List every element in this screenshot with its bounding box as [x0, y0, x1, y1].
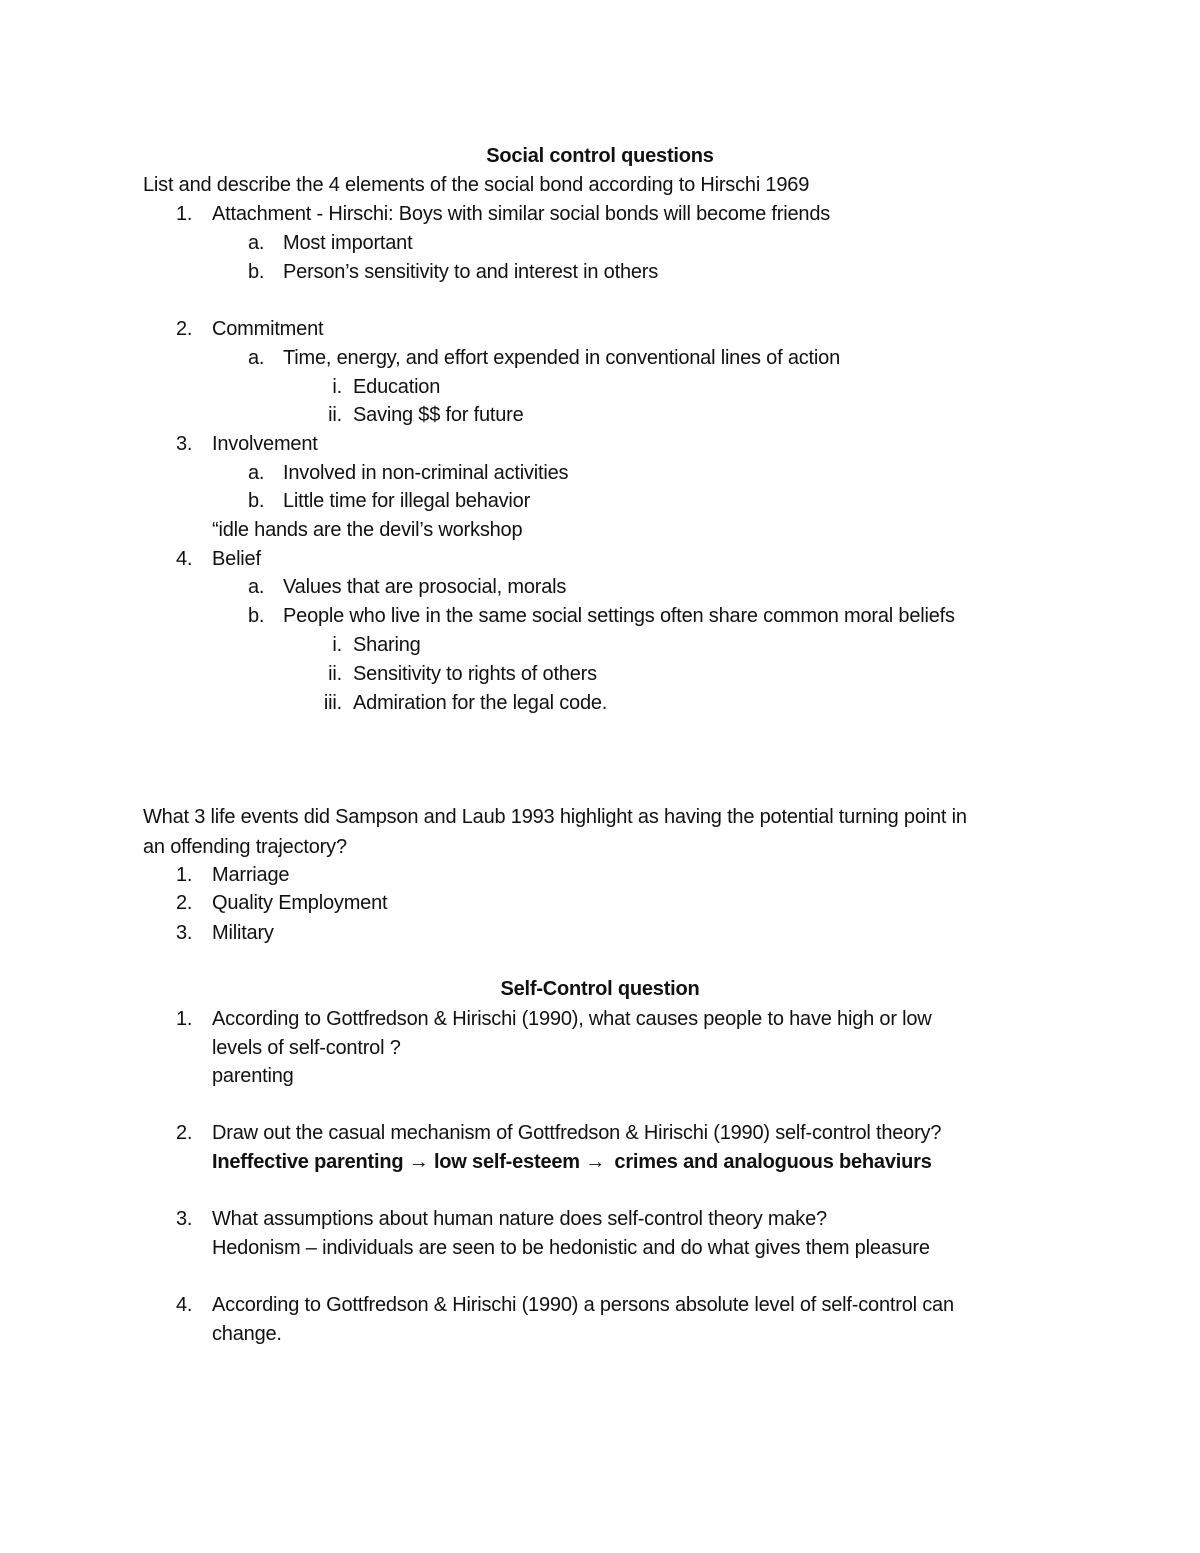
list-subitem: Little time for illegal behavior — [283, 490, 531, 512]
life-event-item: Marriage — [212, 864, 290, 886]
list-item-belief: Belief — [212, 548, 261, 570]
self-control-q1-answer: parenting — [212, 1065, 294, 1087]
list-subsubitem: Saving $$ for future — [353, 404, 524, 426]
list-number: 3. — [176, 433, 193, 455]
list-subitem: Involved in non-criminal activities — [283, 462, 569, 484]
list-number: 2. — [176, 1122, 193, 1144]
self-control-q3-answer: Hedonism – individuals are seen to be hedonistic and do what gives them pleasure — [212, 1237, 930, 1259]
list-number: 1. — [176, 203, 193, 225]
list-subsubitem: Admiration for the legal code. — [353, 692, 608, 714]
list-subitem: Values that are prosocial, morals — [283, 576, 567, 598]
list-marker: iii. — [323, 692, 342, 714]
list-item-involvement: Involvement — [212, 433, 318, 455]
list-marker: a. — [248, 347, 265, 369]
list-marker: b. — [248, 605, 265, 627]
causal-step: Ineffective parenting — [212, 1151, 404, 1173]
list-marker: a. — [248, 462, 265, 484]
list-number: 4. — [176, 1294, 193, 1316]
life-event-item: Military — [212, 922, 274, 944]
list-subsubitem: Sensitivity to rights of others — [353, 663, 597, 685]
list-subitem: Person’s sensitivity to and interest in others — [283, 261, 659, 283]
social-control-title: Social control questions — [486, 145, 714, 167]
list-subitem: People who live in the same social settings often share common moral beliefs — [283, 605, 955, 627]
list-item-commitment: Commitment — [212, 318, 324, 340]
list-subitem: Most important — [283, 232, 413, 254]
list-subsubitem: Education — [353, 376, 441, 398]
idle-hands-quote: “idle hands are the devil’s workshop — [212, 519, 523, 541]
list-marker: b. — [248, 261, 265, 283]
self-control-q4-line1: According to Gottfredson & Hirischi (1990) a persons absolute level of self-control can — [212, 1294, 954, 1316]
self-control-q1-line1: According to Gottfredson & Hirischi (1990), what causes people to have high or low — [212, 1008, 932, 1030]
self-control-title: Self-Control question — [500, 978, 700, 1000]
list-number: 1. — [176, 864, 193, 886]
self-control-q2-line1: Draw out the casual mechanism of Gottfredson & Hirischi (1990) self-control theory? — [212, 1122, 942, 1144]
list-marker: ii. — [328, 404, 342, 426]
list-marker: a. — [248, 232, 265, 254]
list-item-attachment: Attachment - Hirschi: Boys with similar social bonds will become friends — [212, 203, 831, 225]
list-number: 2. — [176, 318, 193, 340]
list-marker: ii. — [328, 663, 342, 685]
causal-chain-answer — [212, 1150, 932, 1174]
self-control-q1-line2: levels of self-control ? — [212, 1037, 401, 1059]
list-marker: i. — [332, 634, 342, 656]
life-events-question-line1: What 3 life events did Sampson and Laub 1993 highlight as having the potential turning point in — [143, 806, 967, 828]
list-subsubitem: Sharing — [353, 634, 421, 656]
list-subitem: Time, energy, and effort expended in conventional lines of action — [283, 347, 840, 369]
list-marker: i. — [332, 376, 342, 398]
list-marker: b. — [248, 490, 265, 512]
list-number: 2. — [176, 892, 193, 914]
self-control-q3-line1: What assumptions about human nature does self-control theory make? — [212, 1208, 827, 1230]
self-control-q4-line2: change. — [212, 1323, 282, 1345]
life-events-question-line2: an offending trajectory? — [143, 836, 347, 858]
causal-step: crimes and analoguous behaviurs — [614, 1151, 932, 1173]
list-marker: a. — [248, 576, 265, 598]
list-number: 3. — [176, 922, 193, 944]
list-number: 1. — [176, 1008, 193, 1030]
arrow-right-icon: → — [408, 1151, 429, 1173]
list-number: 3. — [176, 1208, 193, 1230]
causal-step: low self-esteem — [433, 1151, 580, 1173]
life-event-item: Quality Employment — [212, 892, 388, 914]
arrow-right-icon: → — [585, 1151, 606, 1173]
social-bond-question: List and describe the 4 elements of the social bond according to Hirschi 1969 — [143, 174, 810, 196]
list-number: 4. — [176, 548, 193, 570]
